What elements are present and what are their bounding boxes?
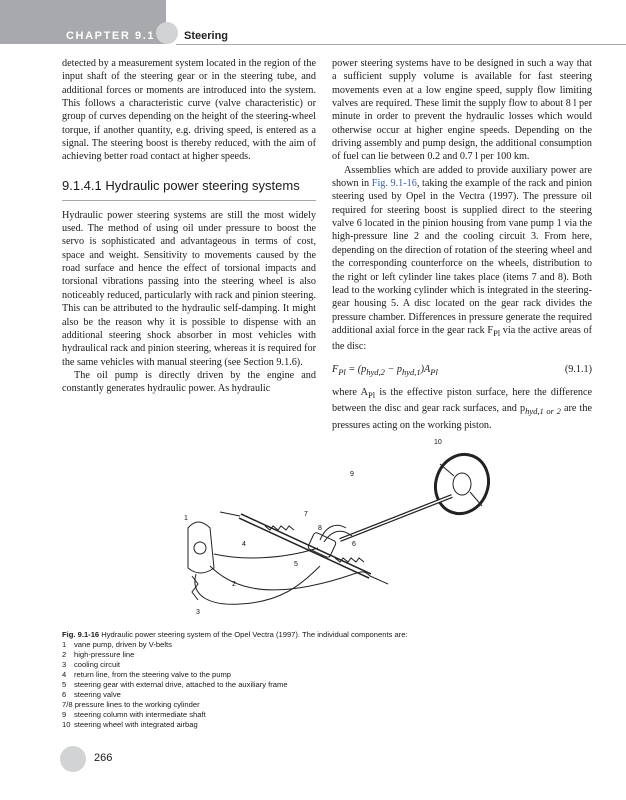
caption-item: 4 return line, from the steering valve to the pump [62,670,232,679]
figure-label-8: 8 [318,525,322,532]
caption-title: Fig. 9.1-16 [62,630,100,639]
figure-label-9: 9 [350,471,354,478]
figure-label-3: 3 [196,609,200,616]
figure-label-1: 1 [184,515,188,522]
caption-item: 6 steering valve [62,690,121,699]
header-circle [156,22,178,44]
figure-reference-link[interactable]: Fig. 9.1-16 [371,178,417,190]
right-paragraph-3: where $A_{Pl}$ is the effective piston surface, here the difference between the disc and gear rack surfaces, and $p_{hyd,1 or 2}$ are the pressures acting on the working piston. [332,386,593,431]
steering-system-illustration [170,436,490,616]
caption-text: Hydraulic power steering system of the Opel Vectra (1997). The individual components are: [99,630,408,639]
figure-label-4: 4 [242,541,246,548]
figure-label-6: 6 [352,541,356,548]
caption-item: 5 steering gear with external drive, attached to the auxiliary frame [62,680,288,689]
figure-label-7: 7 [304,511,308,518]
caption-item: 1 vane pump, driven by V-belts [62,640,172,649]
page-number-circle [60,746,86,772]
caption-item: 10 steering wheel with integrated airbag [62,720,198,729]
caption-item: 7/8 pressure lines to the working cylinder [62,700,200,709]
section-title: Steering [184,30,229,42]
right-paragraph-2: Assemblies which are added to provide auxiliary power are shown in Fig. 9.1-16, taking the example of the rack and pinion steering used by Opel in the Vectra (1997). The pressure oil required for steering boost is supplied direct to the steering valve 6 located in the pinion housing from vane pump 1 via the high-pressure line 2 and the cooling circuit 3. From here, depending on the direction of rotation of the steering wheel and the corresponding counterforce on the wheels, distribution to the right or left cylinder line takes place (items 7 and 8). Both lead to the working cylinder which is integrated in the steering-gear housing 5. A disc located on the gear rack divides the pressure chamber. Differences in pressure generate the required additional axial force in the gear rack $F_{Pl}$ via the active areas of the disc: [332,164,593,353]
equation-number: (9.1.1) [564,363,592,375]
equation-9-1-1: $F_{Pl} = (p_{hyd,2} - p_{hyd,1})A_{Pl}$ (9.1.1) [332,363,592,379]
right-paragraph-1: power steering systems have to be designed in such a way that a sufficient supply volume is available for fast steering movements even at a low engine speed, supply flow limiting valves are required. These limit the supply flow to about 8 l per minute in order to prevent the hydraulic losses which would otherwise occur at higher engine speeds. Depending on the driving assembly and pump design, the additional consumption of fuel can lie between 0.2 and 0.7 l per 100 km. [332,58,592,163]
caption-item: 9 steering column with intermediate shaft [62,710,206,719]
section-heading: 9.1.4.1 Hydraulic power steering systems [62,178,316,201]
left-paragraph-2: Hydraulic power steering systems are still the most widely used. The method of using oil under pressure to boost the servo is sophisticated and advantageous in terms of cost, space and weight. Sensitivity to movements caused by the road surface and hence the effect of torsional impacts and torsional vibrations passing into the steering wheel is also noticeably reduced, particularly with rack and pinion steering. This can be attributed to the hydraulic self-damping. It might also be the reason why it is possible to dispense with an additional steering shock absorber in most vehicles with hydraulical rack and pinion steering, whereas it is required for the same vehicles with manual steering (see Section 9.1.6). [62,209,316,368]
figure-caption [62,630,602,730]
left-paragraph-3: The oil pump is directly driven by the engine and constantly generates hydraulic power. As hydraulic [62,369,316,395]
caption-item: 2 high-pressure line [62,650,135,659]
header-rule [176,44,626,45]
left-paragraph-1: detected by a measurement system located in the region of the input shaft of the steering gear or in the steering tube, and additional forces or moments are introduced into the system. This follows a characteristic curve (valve characteristic) or group of curves depending on the height of the steering-wheel torque, if another quantity, e.g. driving speed, is entered as a signal. The steering boost is thereby reduced, with the aim of achieving better road contact at higher speeds. [62,58,316,163]
caption-item: 3 cooling circuit [62,660,121,669]
page-number: 266 [94,752,113,764]
left-column [62,57,316,396]
right-column [332,57,592,432]
figure-label-5: 5 [294,561,298,568]
figure-label-10: 10 [434,439,442,446]
chapter-label: CHAPTER 9.1 [66,30,156,42]
figure-label-2: 2 [232,581,236,588]
